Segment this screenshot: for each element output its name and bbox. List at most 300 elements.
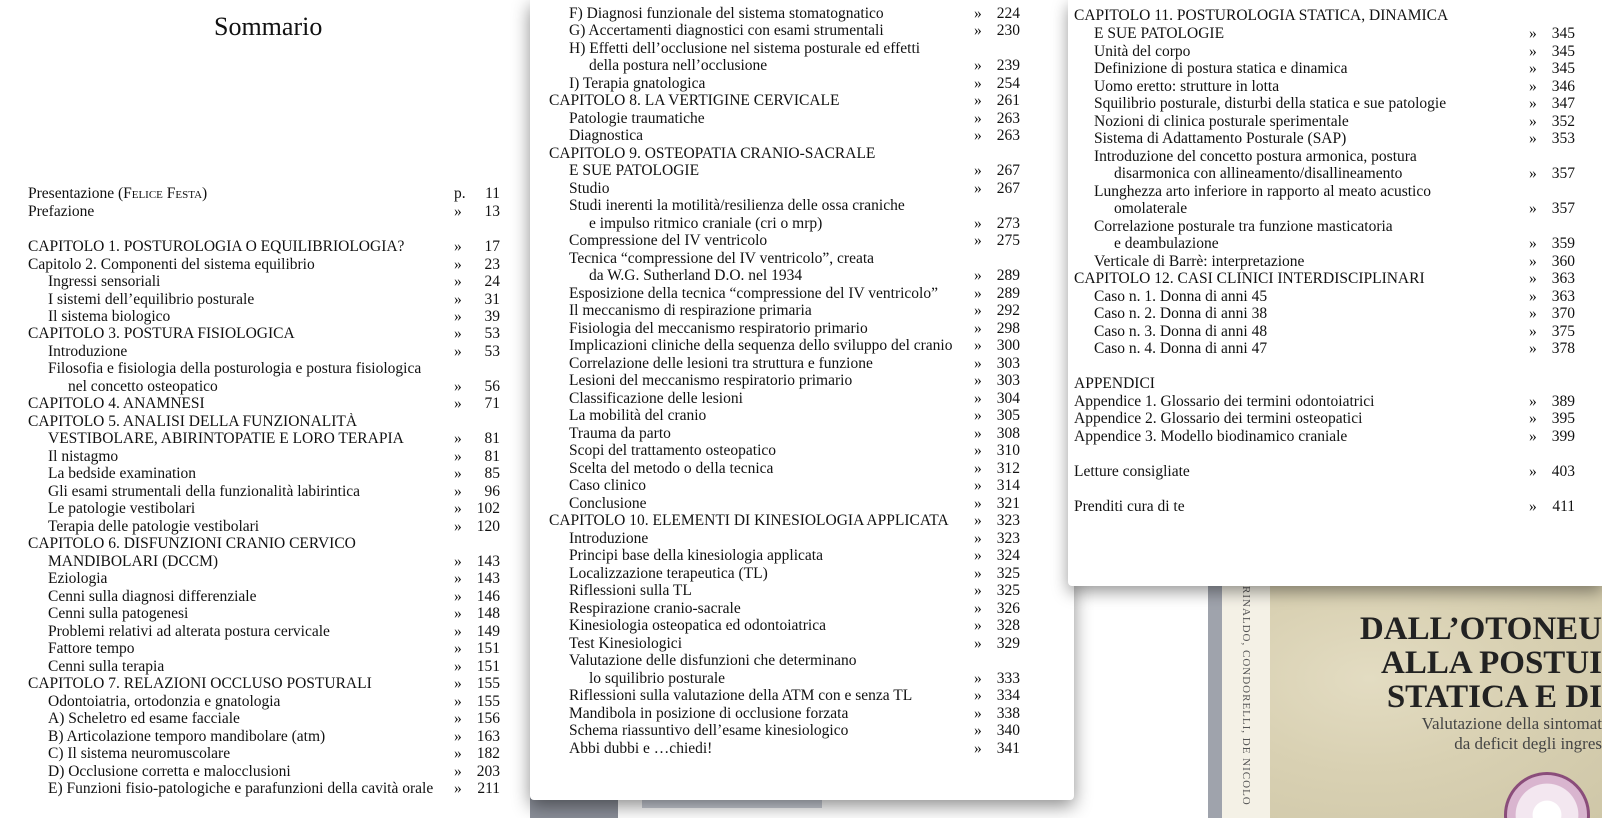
toc-entry-marker: » [454, 483, 462, 500]
toc-entry-page-number: 289 [996, 267, 1020, 284]
toc-entry[interactable] [569, 110, 1020, 127]
toc-entry-marker: » [974, 320, 982, 337]
book-spine [1222, 586, 1271, 818]
toc-entry-title: CAPITOLO 6. DISFUNZIONI CRANIO CERVICO [28, 535, 356, 552]
toc-entry[interactable] [1074, 498, 1575, 515]
toc-entry-marker: » [974, 110, 982, 127]
toc-entry[interactable] [48, 745, 500, 762]
toc-entry-page-number: 273 [996, 215, 1020, 232]
cover-subtitle-line: Valutazione della sintomat [1421, 714, 1602, 733]
toc-entry-page-number: 378 [1551, 340, 1575, 357]
toc-entry-page-number: 39 [484, 308, 500, 325]
toc-entry[interactable] [48, 710, 500, 727]
toc-entry[interactable] [48, 291, 500, 308]
toc-entry-page-number: 275 [996, 232, 1020, 249]
toc-entry[interactable] [1094, 340, 1575, 357]
toc-entry[interactable] [48, 658, 500, 675]
toc-entry[interactable] [549, 512, 1020, 529]
toc-entry[interactable] [68, 378, 500, 395]
toc-entry-marker: p. [454, 185, 466, 202]
toc-entry[interactable] [48, 588, 500, 605]
toc-entry-marker: » [454, 780, 462, 797]
toc-entry-title: Studio [569, 180, 610, 197]
toc-entry[interactable] [48, 553, 500, 570]
toc-entry-title: CAPITOLO 5. ANALISI DELLA FUNZIONALITÀ [28, 413, 358, 430]
toc-entry-marker: » [1529, 393, 1537, 410]
toc-entry-page-number: 314 [996, 477, 1020, 494]
toc-entry-title: CAPITOLO 1. POSTUROLOGIA O EQUILIBRIOLOGIA? [28, 238, 405, 255]
toc-entry[interactable] [48, 640, 500, 657]
toc-entry[interactable] [569, 285, 1020, 302]
toc-entry[interactable] [28, 203, 500, 220]
toc-entry-page-number: 230 [996, 22, 1020, 39]
toc-entry-page-number: 300 [996, 337, 1020, 354]
toc-entry-title: Trauma da parto [569, 425, 671, 442]
toc-entry[interactable] [569, 162, 1020, 179]
toc-entry-page-number: 151 [476, 658, 500, 675]
toc-entry-page-number: 23 [484, 256, 500, 273]
toc-entry-marker: » [974, 180, 982, 197]
toc-entry-marker: » [974, 75, 982, 92]
toc-entry[interactable] [1074, 463, 1575, 480]
toc-entry-author: Felice Festa [123, 185, 203, 202]
toc-entry-marker: » [974, 582, 982, 599]
toc-entry-marker: » [454, 728, 462, 745]
toc-entry-marker: » [454, 570, 462, 587]
toc-entry-marker: » [454, 500, 462, 517]
toc-entry[interactable] [569, 337, 1020, 354]
toc-entry-page-number: 325 [996, 565, 1020, 582]
toc-entry[interactable] [48, 448, 500, 465]
toc-entry-title: Filosofia e fisiologia della posturologia e postura fisiologica [48, 360, 422, 377]
toc-entry[interactable] [1094, 148, 1575, 165]
toc-entry-title: Ingressi sensoriali [48, 273, 161, 290]
toc-entry[interactable] [569, 302, 1020, 319]
toc-entry[interactable] [1074, 7, 1575, 24]
toc-entry-page-number: 363 [1551, 270, 1575, 287]
toc-entry[interactable] [569, 687, 1020, 704]
toc-entry-page-number: 363 [1551, 288, 1575, 305]
toc-entry-title: Cenni sulla terapia [48, 658, 165, 675]
toc-entry-title: CAPITOLO 3. POSTURA FISIOLOGICA [28, 325, 295, 342]
toc-entry-page-number: 333 [996, 670, 1020, 687]
toc-entry[interactable] [569, 250, 1020, 267]
toc-entry-marker: » [1529, 200, 1537, 217]
toc-entry-title: Introduzione [569, 530, 649, 547]
toc-entry-marker: » [454, 430, 462, 447]
toc-entry-title: Cenni sulla patogenesi [48, 605, 189, 622]
toc-entry-title: della postura nell’occlusione [589, 57, 768, 74]
toc-entry-marker: » [974, 302, 982, 319]
toc-entry-page-number: 261 [996, 92, 1020, 109]
toc-entry-marker: » [454, 203, 462, 220]
toc-entry-page-number: 102 [476, 500, 500, 517]
toc-entry[interactable] [569, 635, 1020, 652]
toc-entry-title: Patologie traumatiche [569, 110, 705, 127]
toc-entry-marker: » [974, 477, 982, 494]
toc-entry[interactable] [569, 565, 1020, 582]
toc-entry-marker: » [454, 588, 462, 605]
toc-entry-page-number: 305 [996, 407, 1020, 424]
toc-entry-marker: » [974, 722, 982, 739]
toc-page-1 [0, 0, 530, 818]
toc-entry-page-number: 345 [1551, 43, 1575, 60]
toc-entry-page-number: 326 [996, 600, 1020, 617]
toc-entry[interactable] [28, 256, 500, 273]
toc-entry[interactable] [1114, 235, 1575, 252]
toc-entry-title: Squilibrio posturale, disturbi della statica e sue patologie [1094, 95, 1447, 112]
toc-page-2[interactable] [530, 0, 1074, 800]
toc-entry-title: VESTIBOLARE, ABIRINTOPATIE E LORO TERAPIA [48, 430, 404, 447]
toc-entry-title: Principi base della kinesiologia applicata [569, 547, 823, 564]
toc-entry-page-number: 375 [1551, 323, 1575, 340]
toc-page-3[interactable] [1068, 0, 1602, 586]
toc-entry-title: nel concetto osteopatico [68, 378, 218, 395]
toc-entry-title: CAPITOLO 11. POSTUROLOGIA STATICA, DINAMICA [1074, 7, 1449, 24]
toc-entry-title: Implicazioni cliniche della sequenza dello sviluppo del cranio [569, 337, 953, 354]
toc-entry-marker: » [974, 670, 982, 687]
toc-entry[interactable] [569, 652, 1020, 669]
toc-entry-page-number: 163 [476, 728, 500, 745]
toc-entry[interactable] [1094, 113, 1575, 130]
toc-entry-title: Caso n. 4. Donna di anni 47 [1094, 340, 1268, 357]
toc-entry-page-number: 334 [996, 687, 1020, 704]
toc-entry-marker: » [974, 5, 982, 22]
toc-entry-marker: » [974, 267, 982, 284]
toc-entry-page-number: 352 [1551, 113, 1575, 130]
toc-entry-title: Il sistema biologico [48, 308, 171, 325]
toc-entry-title: Abbi dubbi e …chiedi! [569, 740, 713, 757]
toc-entry-title: Caso clinico [569, 477, 647, 494]
toc-entry-marker: » [454, 343, 462, 360]
toc-entry-title: Problemi relativi ad alterata postura cervicale [48, 623, 330, 640]
toc-entry-marker: » [974, 512, 982, 529]
toc-entry[interactable] [1094, 78, 1575, 95]
toc-entry[interactable] [569, 75, 1020, 92]
toc-entry[interactable] [549, 92, 1020, 109]
toc-entry[interactable] [569, 547, 1020, 564]
toc-entry-marker: » [974, 57, 982, 74]
toc-entry[interactable] [1074, 428, 1575, 445]
toc-entry-page-number: 329 [996, 635, 1020, 652]
toc-entry[interactable] [48, 465, 500, 482]
toc-entry-page-number: 289 [996, 285, 1020, 302]
toc-entry-title: Unità del corpo [1094, 43, 1191, 60]
toc-entry[interactable] [569, 372, 1020, 389]
toc-entry[interactable] [48, 728, 500, 745]
toc-entry-page-number: 345 [1551, 60, 1575, 77]
toc-entry-marker: » [974, 127, 982, 144]
toc-entry[interactable] [28, 325, 500, 342]
toc-entry[interactable] [549, 145, 1020, 162]
toc-entry-marker: » [1529, 323, 1537, 340]
toc-entry[interactable] [28, 413, 500, 430]
toc-entry-marker: » [974, 687, 982, 704]
toc-entry[interactable] [48, 763, 500, 780]
toc-entry-title: Scelta del metodo o della tecnica [569, 460, 774, 477]
toc-heading: Sommario [214, 12, 323, 41]
toc-entry-title: Riflessioni sulla TL [569, 582, 692, 599]
toc-entry-marker: » [454, 465, 462, 482]
toc-entry[interactable] [1094, 95, 1575, 112]
toc-entry-page-number: 328 [996, 617, 1020, 634]
toc-entry[interactable] [1094, 25, 1575, 42]
toc-entry[interactable] [1094, 60, 1575, 77]
toc-entry[interactable] [28, 185, 500, 202]
toc-entry-page-number: 85 [484, 465, 500, 482]
toc-entry[interactable] [48, 780, 500, 797]
toc-entry[interactable] [569, 740, 1020, 757]
toc-entry-title: Conclusione [569, 495, 647, 512]
toc-entry[interactable] [1074, 375, 1575, 392]
toc-entry-page-number: 56 [484, 378, 500, 395]
toc-entry-page-number: 148 [476, 605, 500, 622]
toc-entry-page-number: 211 [477, 780, 500, 797]
toc-entry[interactable] [1094, 288, 1575, 305]
toc-entry[interactable] [569, 705, 1020, 722]
toc-entry-title: Studi inerenti la motilità/resilienza delle ossa craniche [569, 197, 905, 214]
toc-entry-title: Introduzione [48, 343, 128, 360]
toc-entry[interactable] [1074, 393, 1575, 410]
toc-entry[interactable] [48, 605, 500, 622]
toc-entry-title: La mobilità del cranio [569, 407, 707, 424]
toc-entry[interactable] [1074, 410, 1575, 427]
toc-entry[interactable] [48, 430, 500, 447]
toc-entry-title: Appendice 2. Glossario dei termini osteopatici [1074, 410, 1363, 427]
toc-entry-title: Riflessioni sulla valutazione della ATM con e senza TL [569, 687, 913, 704]
toc-entry[interactable] [589, 215, 1020, 232]
toc-entry-marker: » [454, 325, 462, 342]
toc-entry-marker: » [1529, 253, 1537, 270]
toc-entry-page-number: 323 [996, 512, 1020, 529]
toc-entry[interactable] [48, 308, 500, 325]
toc-entry-title: CAPITOLO 8. LA VERTIGINE CERVICALE [549, 92, 840, 109]
toc-entry[interactable] [48, 693, 500, 710]
toc-entry-marker: » [1529, 305, 1537, 322]
toc-entry-marker: » [1529, 130, 1537, 147]
toc-entry-title: Capitolo 2. Componenti del sistema equilibrio [28, 256, 315, 273]
toc-entry-page-number: 203 [476, 763, 500, 780]
toc-entry-title: Compressione del IV ventricolo [569, 232, 768, 249]
toc-entry[interactable] [1094, 323, 1575, 340]
toc-entry[interactable] [1094, 183, 1575, 200]
toc-entry-title: lo squilibrio posturale [589, 670, 726, 687]
toc-entry[interactable] [569, 425, 1020, 442]
toc-entry-title: B) Articolazione temporo mandibolare (atm) [48, 728, 326, 745]
toc-entry[interactable] [569, 390, 1020, 407]
toc-entry-marker: » [1529, 95, 1537, 112]
toc-entry-title: Appendice 3. Modello biodinamico craniale [1074, 428, 1348, 445]
toc-entry-page-number: 338 [996, 705, 1020, 722]
toc-entry-marker: » [974, 635, 982, 652]
toc-entry-page-number: 341 [996, 740, 1020, 757]
toc-entry-marker: » [1529, 25, 1537, 42]
toc-entry[interactable] [48, 273, 500, 290]
toc-entry-page-number: 403 [1551, 463, 1575, 480]
toc-entry[interactable] [569, 22, 1020, 39]
cover-title [1360, 612, 1602, 714]
toc-entry-marker: » [974, 705, 982, 722]
toc-entry-title: Gli esami strumentali della funzionalità labirintica [48, 483, 361, 500]
toc-entry-page-number: 357 [1551, 165, 1575, 182]
toc-entry-title: Scopi del trattamento osteopatico [569, 442, 777, 459]
toc-entry-marker: » [1529, 288, 1537, 305]
toc-entry-marker: » [974, 285, 982, 302]
toc-entry-title: Correlazione posturale tra funzione masticatoria [1094, 218, 1393, 235]
window-gap [1208, 586, 1222, 818]
toc-entry[interactable] [569, 5, 1020, 22]
toc-entry-title: Introduzione del concetto postura armonica, postura [1094, 148, 1417, 165]
toc-entry-page-number: 81 [484, 448, 500, 465]
toc-entry-page-number: 156 [476, 710, 500, 727]
toc-entry-page-number: 146 [476, 588, 500, 605]
toc-entry-marker: » [974, 740, 982, 757]
toc-entry-title: Schema riassuntivo dell’esame kinesiologico [569, 722, 849, 739]
toc-entry-title: Classificazione delle lesioni [569, 390, 743, 407]
toc-entry-title: Sistema di Adattamento Posturale (SAP) [1094, 130, 1347, 147]
toc-entry-page-number: 11 [485, 185, 500, 202]
toc-entry[interactable] [569, 495, 1020, 512]
toc-entry-title: CAPITOLO 10. ELEMENTI DI KINESIOLOGIA APPLICATA [549, 512, 949, 529]
toc-entry-title: Odontoiatria, ortodonzia e gnatologia [48, 693, 281, 710]
toc-entry-page-number: 254 [996, 75, 1020, 92]
toc-entry-page-number: 399 [1551, 428, 1575, 445]
toc-entry-marker: » [974, 162, 982, 179]
toc-entry-title: Diagnostica [569, 127, 644, 144]
toc-entry-page-number: 182 [476, 745, 500, 762]
toc-entry-title: I) Terapia gnatologica [569, 75, 706, 92]
toc-entry[interactable] [1114, 165, 1575, 182]
toc-entry-title: CAPITOLO 9. OSTEOPATIA CRANIO-SACRALE [549, 145, 876, 162]
toc-entry-title: E SUE PATOLOGIE [569, 162, 700, 179]
toc-entry-page-number: 13 [484, 203, 500, 220]
toc-entry-title: Letture consigliate [1074, 463, 1190, 480]
toc-entry-title: e impulso ritmico craniale (cri o mrp) [589, 215, 823, 232]
toc-entry-page-number: 325 [996, 582, 1020, 599]
toc-entry[interactable] [569, 320, 1020, 337]
toc-entry-marker: » [454, 256, 462, 273]
toc-entry[interactable] [569, 582, 1020, 599]
toc-entry-marker: » [974, 232, 982, 249]
toc-entry-title: Localizzazione terapeutica (TL) [569, 565, 768, 582]
toc-entry[interactable] [569, 477, 1020, 494]
toc-entry-page-number: 224 [996, 5, 1020, 22]
toc-entry[interactable] [569, 722, 1020, 739]
toc-entry[interactable] [48, 360, 500, 377]
toc-entry-title: Caso n. 1. Donna di anni 45 [1094, 288, 1268, 305]
toc-entry-marker: » [454, 763, 462, 780]
toc-entry[interactable] [569, 460, 1020, 477]
toc-entry[interactable] [1074, 270, 1575, 287]
toc-entry-title: Presentazione (Felice Festa) [28, 185, 208, 202]
toc-entry-title: Il nistagmo [48, 448, 119, 465]
toc-entry-marker: » [454, 710, 462, 727]
toc-entry[interactable] [1094, 253, 1575, 270]
toc-entry-marker: » [1529, 463, 1537, 480]
toc-entry[interactable] [48, 343, 500, 360]
toc-entry[interactable] [569, 530, 1020, 547]
toc-entry-marker: » [1529, 235, 1537, 252]
toc-entry[interactable] [569, 232, 1020, 249]
toc-entry[interactable] [569, 442, 1020, 459]
toc-entry-marker: » [1529, 498, 1537, 515]
toc-entry-page-number: 155 [476, 675, 500, 692]
toc-entry-marker: » [974, 600, 982, 617]
toc-entry[interactable] [48, 570, 500, 587]
toc-entry-title: Esposizione della tecnica “compressione del IV ventricolo” [569, 285, 938, 302]
toc-entry-title: Definizione di postura statica e dinamica [1094, 60, 1348, 77]
toc-entry[interactable] [569, 127, 1020, 144]
toc-entry-title: Terapia delle patologie vestibolari [48, 518, 260, 535]
toc-entry-title: Caso n. 3. Donna di anni 48 [1094, 323, 1268, 340]
toc-entry-marker: » [974, 425, 982, 442]
toc-entry-page-number: 143 [476, 553, 500, 570]
toc-entry-marker: » [1529, 78, 1537, 95]
toc-entry-page-number: 303 [996, 355, 1020, 372]
toc-entry[interactable] [569, 180, 1020, 197]
toc-entry[interactable] [569, 197, 1020, 214]
toc-entry[interactable] [48, 518, 500, 535]
toc-entry-marker: » [454, 640, 462, 657]
toc-entry-page-number: 120 [476, 518, 500, 535]
toc-entry-page-number: 24 [484, 273, 500, 290]
toc-entry-title: Correlazione delle lesioni tra struttura e funzione [569, 355, 873, 372]
toc-entry-title: CAPITOLO 12. CASI CLINICI INTERDISCIPLINARI [1074, 270, 1425, 287]
toc-entry[interactable] [28, 675, 500, 692]
toc-entry-page-number: 239 [996, 57, 1020, 74]
toc-entry[interactable] [48, 500, 500, 517]
toc-entry-title: e deambulazione [1114, 235, 1219, 252]
toc-entry-page-number: 292 [996, 302, 1020, 319]
toc-entry[interactable] [589, 670, 1020, 687]
toc-entry-title: C) Il sistema neuromuscolare [48, 745, 231, 762]
cover-title-line: DALL’OTONEU [1359, 611, 1602, 647]
toc-entry[interactable] [28, 535, 500, 552]
toc-entry-title: Il meccanismo di respirazione primaria [569, 302, 812, 319]
toc-entry[interactable] [48, 623, 500, 640]
toc-entry[interactable] [1114, 200, 1575, 217]
toc-entry[interactable] [28, 238, 500, 255]
toc-entry-title: Lesioni del meccanismo respiratorio primario [569, 372, 853, 389]
toc-entry-title: Test Kinesiologici [569, 635, 682, 652]
toc-entry[interactable] [569, 600, 1020, 617]
toc-entry-title: da W.G. Sutherland D.O. nel 1934 [589, 267, 803, 284]
toc-entry-title: I sistemi dell’equilibrio posturale [48, 291, 255, 308]
toc-entry-page-number: 149 [476, 623, 500, 640]
toc-entry-page-number: 53 [484, 325, 500, 342]
toc-entry[interactable] [1094, 305, 1575, 322]
toc-entry[interactable] [1094, 218, 1575, 235]
toc-entry[interactable] [589, 267, 1020, 284]
toc-entry[interactable] [569, 355, 1020, 372]
toc-entry-marker: » [454, 693, 462, 710]
toc-entry[interactable] [28, 395, 500, 412]
book-cover-window[interactable] [1222, 586, 1602, 818]
toc-entry[interactable] [569, 40, 1020, 57]
toc-entry-title: Uomo eretto: strutture in lotta [1094, 78, 1280, 95]
toc-entry[interactable] [48, 483, 500, 500]
toc-entry[interactable] [589, 57, 1020, 74]
toc-entry-title: Prenditi cura di te [1074, 498, 1185, 515]
toc-entry[interactable] [569, 407, 1020, 424]
toc-entry-title: A) Scheletro ed esame facciale [48, 710, 240, 727]
toc-entry-title: Appendice 1. Glossario dei termini odontoiatrici [1074, 393, 1375, 410]
cover-title-line: ALLA POSTUI [1381, 645, 1602, 681]
toc-entry[interactable] [1094, 130, 1575, 147]
toc-entry-title: Fattore tempo [48, 640, 135, 657]
toc-entry[interactable] [569, 617, 1020, 634]
toc-entry[interactable] [1094, 43, 1575, 60]
